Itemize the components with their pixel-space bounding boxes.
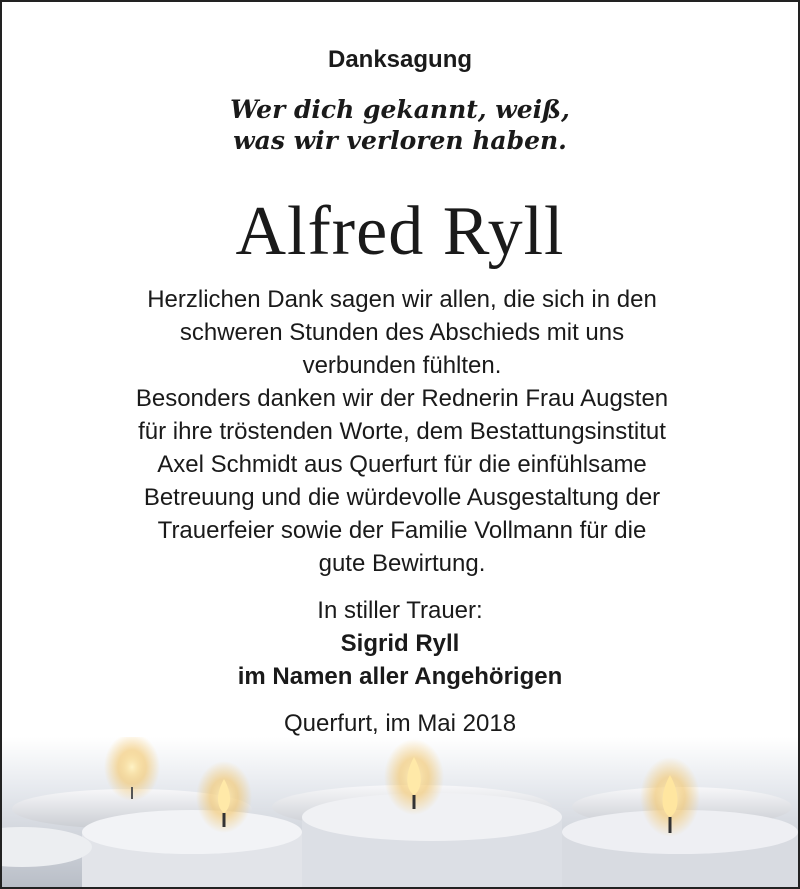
signer-name: Sigrid Ryll — [340, 630, 460, 657]
motto-line-1: Wer dich gekannt, weiß, — [230, 95, 570, 124]
body-line: Betreuung und die würdevolle Ausgestaltung der — [143, 484, 661, 511]
body-line: schweren Stunden des Abschieds mit uns — [179, 319, 625, 346]
motto-line-2: was wir verloren haben. — [233, 126, 567, 155]
candles-image — [2, 737, 798, 887]
body-line: verbunden fühlten. — [302, 352, 502, 379]
deceased-name: Alfred Ryll — [235, 193, 565, 270]
motto-quote — [2, 94, 798, 156]
place-date: Querfurt, im Mai 2018 — [283, 710, 517, 737]
mourning-intro: In stiller Trauer: — [317, 597, 483, 624]
body-line: Axel Schmidt aus Querfurt für die einfühlsame — [157, 451, 647, 478]
notice-heading: Danksagung — [327, 46, 473, 73]
mourners-block — [2, 594, 798, 693]
body-line: für ihre tröstenden Worte, dem Bestattungsinstitut — [138, 418, 666, 445]
body-line: gute Bewirtung. — [318, 550, 486, 577]
body-line: Trauerfeier sowie der Familie Vollmann für die — [157, 517, 647, 544]
thanks-text — [62, 283, 742, 580]
on-behalf-line: im Namen aller Angehörigen — [237, 663, 563, 690]
body-line: Herzlichen Dank sagen wir allen, die sich in den — [147, 286, 657, 313]
body-line: Besonders danken wir der Rednerin Frau Augsten — [135, 385, 669, 412]
